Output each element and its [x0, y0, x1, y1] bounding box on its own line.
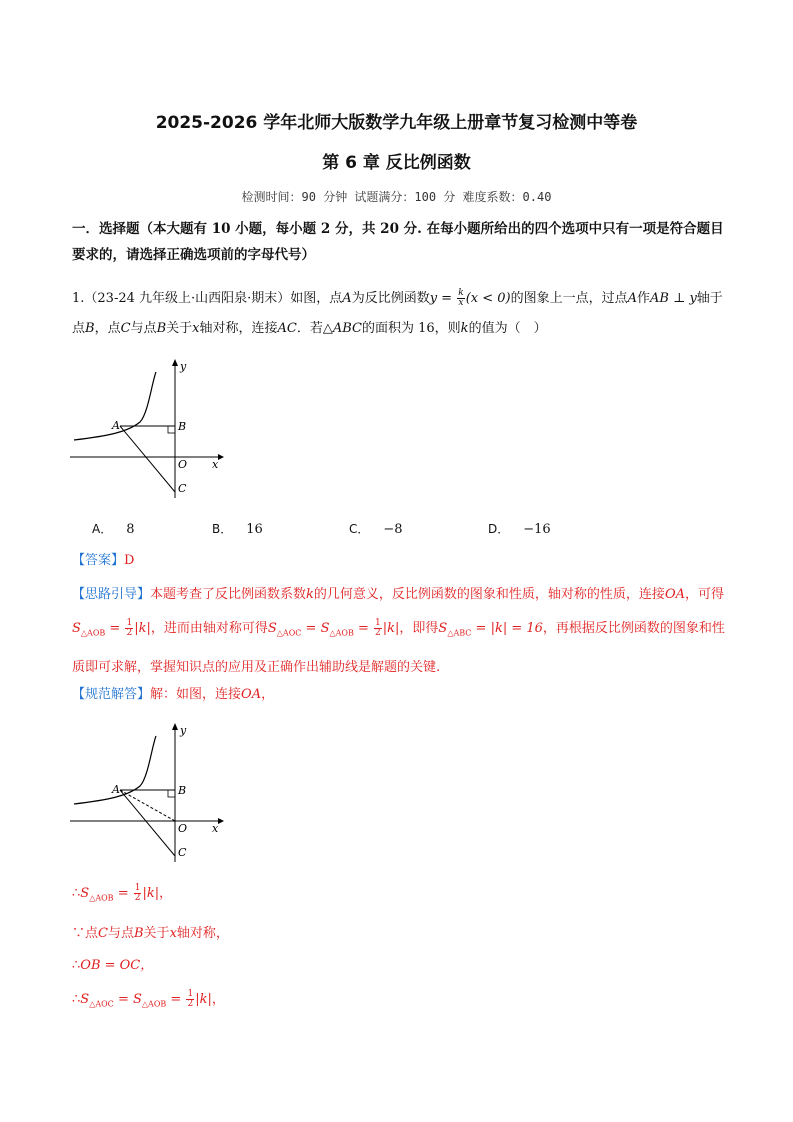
label-c: C [178, 482, 187, 495]
label-o: O [178, 458, 188, 471]
punct: ， [159, 886, 173, 901]
solution-text: ∵点 [72, 926, 99, 941]
math-expr: = |k| = 16 [475, 621, 543, 636]
math-var: ABC [332, 321, 362, 336]
math-expr: |k| [142, 886, 160, 901]
math-expr: |k| [134, 621, 151, 636]
option-label: C． [349, 522, 370, 536]
math-expr: |k| [195, 992, 212, 1007]
solution-text: 解：如图，连接 [150, 687, 242, 702]
option-b[interactable] [212, 520, 263, 537]
stem-text: 为反比例函数 [351, 291, 430, 306]
exam-meta: 检测时间：90 分钟 试题满分：100 分 难度系数：0.40 [241, 190, 552, 204]
fraction-half [186, 990, 194, 1009]
segment-ac [120, 790, 175, 856]
math-op: = [117, 886, 129, 901]
math-expr: (x < 0) [465, 291, 511, 306]
stem-text: ．若△ [296, 321, 333, 336]
answer-tag: 【答案】 [72, 553, 125, 568]
solution-line-4 [72, 990, 727, 1015]
math-var: x [192, 321, 200, 336]
math-op: = [305, 621, 317, 636]
doc-title: 2025-2026 学年北师大版数学九年级上册章节复习检测中等卷 [155, 113, 638, 133]
hint-text: 本题考查了反比例函数系数 [150, 587, 307, 602]
math-expr: OB = OC， [80, 958, 154, 973]
option-value: −8 [383, 522, 403, 537]
hint-paragraph [72, 578, 727, 685]
answer-value: D [124, 553, 135, 568]
math-sub: △AOB [89, 893, 114, 903]
frac-num: k [458, 288, 464, 298]
hint-text: ，进而由轴对称可得 [150, 621, 268, 636]
frac-den: 2 [375, 628, 381, 638]
stem-text: ，点 [94, 321, 121, 336]
stem-text: 与点 [130, 321, 157, 336]
frac-num: 1 [134, 883, 141, 893]
option-d[interactable] [488, 520, 551, 537]
math-op: = [357, 621, 369, 636]
option-value: 16 [246, 522, 263, 537]
question-1-stem [72, 284, 727, 344]
question-source: （23-24 九年级上·山西阳泉·期末） [84, 291, 291, 306]
solution-text: 轴对称， [176, 926, 229, 941]
math-op: = [170, 992, 182, 1007]
therefore-sign: ∴ [72, 886, 81, 901]
label-y: y [180, 360, 187, 373]
math-var: B [85, 321, 95, 336]
label-b: B [178, 420, 187, 433]
frac-den: 2 [126, 628, 133, 638]
stem-text: 关于 [166, 321, 193, 336]
label-c: C [178, 846, 187, 859]
label-b: B [178, 784, 187, 797]
math-var: k [460, 321, 469, 336]
figure-2 [68, 716, 228, 866]
option-label: B． [212, 522, 233, 536]
option-c[interactable] [349, 520, 403, 537]
fraction-half [125, 619, 133, 638]
therefore-sign: ∴ [72, 958, 81, 973]
stem-text: 的面积为 16，则 [361, 321, 461, 336]
math-var: S [80, 886, 90, 901]
fraction-half [374, 619, 382, 638]
segment-oa-dashed [120, 790, 175, 821]
math-op: = [109, 621, 121, 636]
right-angle-mark [168, 790, 175, 797]
math-var: C [120, 321, 131, 336]
solution-intro [72, 685, 727, 705]
math-var: B [133, 926, 144, 941]
math-var: A [627, 291, 637, 306]
fraction-half [134, 884, 142, 903]
answer-line [72, 551, 727, 571]
right-angle-mark [168, 426, 175, 433]
solution-text: 关于 [143, 926, 170, 941]
label-x: x [212, 822, 219, 835]
x-axis-arrow [218, 818, 224, 824]
punct: ， [211, 992, 225, 1007]
option-label: D． [488, 522, 510, 536]
math-var: S [438, 621, 448, 636]
frac-den: 2 [134, 893, 141, 903]
frac-den: x [458, 298, 464, 308]
question-number: 1. [72, 291, 85, 306]
label-y: y [180, 724, 187, 737]
math-var: OA [241, 687, 262, 702]
hint-text: 的几何意义，反比例函数的图象和性质，轴对称的性质，连接 [313, 587, 665, 602]
math-sub: △AOC [276, 628, 302, 638]
math-var: S [320, 621, 330, 636]
math-var: AC [277, 321, 297, 336]
stem-text: 的图象上一点，过点 [510, 291, 628, 306]
label-a: A [112, 783, 120, 796]
math-expr: |k| [382, 621, 400, 636]
chapter-title: 第 6 章 反比例函数 [322, 153, 471, 173]
frac-num: 1 [126, 618, 133, 628]
hint-text: ，可得 [684, 587, 724, 602]
therefore-sign: ∴ [72, 992, 81, 1007]
stem-text: 轴于点 [72, 291, 723, 336]
fraction-k-over-x [457, 289, 464, 308]
math-sub: △AOB [141, 999, 167, 1009]
label-o: O [178, 822, 188, 835]
math-var: OA [664, 587, 685, 602]
label-a: A [112, 419, 120, 432]
punct: ， [261, 687, 275, 702]
solution-line-3 [72, 956, 727, 976]
math-var: S [267, 621, 277, 636]
math-var: C [98, 926, 108, 941]
math-expr: AB ⊥ y [650, 291, 697, 306]
figure-1 [68, 352, 228, 502]
math-var: S [80, 992, 90, 1007]
math-var: B [156, 321, 167, 336]
math-var: x [169, 926, 177, 941]
math-sub: △AOC [89, 999, 114, 1009]
math-sub: △AOB [329, 628, 354, 638]
label-x: x [212, 458, 219, 471]
hint-tag: 【思路引导】 [72, 587, 151, 602]
solution-line-1 [72, 884, 727, 909]
x-axis-arrow [218, 454, 224, 460]
math-var: S [72, 621, 81, 636]
math-sub: △AOB [80, 628, 106, 638]
math-var: A [342, 291, 352, 306]
segment-ac [120, 426, 175, 492]
math-var: k [306, 587, 314, 602]
stem-text: 如图，点 [290, 291, 343, 306]
math-op: = [117, 992, 129, 1007]
frac-den: 2 [187, 999, 194, 1009]
stem-text: 作 [637, 291, 651, 306]
math-sub: △ABC [447, 628, 472, 638]
solution-line-2 [72, 924, 727, 944]
option-label: A． [92, 522, 113, 536]
stem-text: 的值为（ ） [468, 321, 547, 336]
stem-text: 轴对称，连接 [199, 321, 278, 336]
option-value: 8 [126, 522, 135, 537]
frac-num: 1 [375, 618, 381, 628]
section-heading: 一．选择题（本大题有 10 小题，每小题 2 分，共 20 分. 在每小题所给出的四个选项中只有一项是符合题目要求的，请选择正确选项前的字母代号） [72, 221, 724, 263]
option-value: −16 [523, 522, 551, 537]
math-expr: y = [429, 291, 453, 306]
hint-text: ，再根据反比例函数的图象和性质即可求解，掌握知识点的应用及正确作出辅助线是解题的关键. [72, 621, 725, 675]
solution-text: 与点 [107, 926, 134, 941]
y-axis-arrow [172, 723, 178, 730]
math-var: S [132, 992, 142, 1007]
frac-num: 1 [187, 989, 194, 999]
hint-text: ，即得 [399, 621, 439, 636]
solution-tag: 【规范解答】 [72, 687, 151, 702]
y-axis-arrow [172, 359, 178, 366]
option-a[interactable] [92, 520, 135, 537]
